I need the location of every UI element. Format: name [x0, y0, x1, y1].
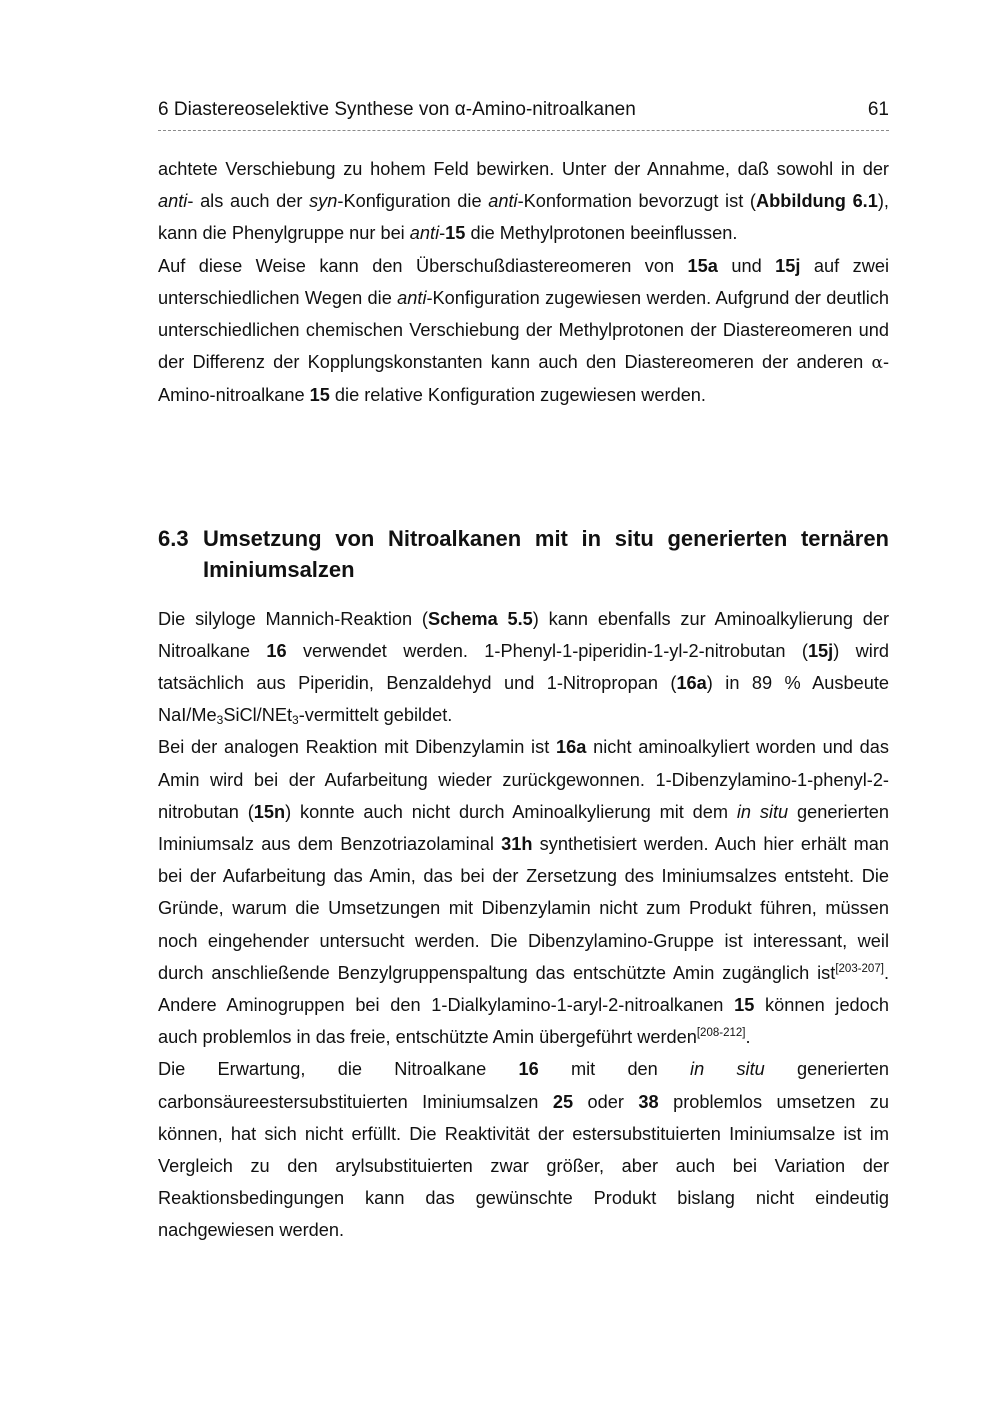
- compound-number: 38: [638, 1091, 659, 1112]
- text-run: ) kann ebenfalls zur Aminoalkylierung der Nitroalkane: [158, 608, 890, 661]
- compound-number: 15j: [775, 255, 801, 276]
- text-run: generierten Iminiumsalz aus dem Benzotriazolaminal: [158, 801, 889, 855]
- compound-number: 16a: [556, 737, 587, 758]
- paragraph-1: [158, 153, 889, 250]
- italic-term: in situ: [736, 801, 789, 822]
- subscript: 3: [292, 713, 299, 728]
- section-number: 6.3: [158, 525, 189, 551]
- compound-number: 16: [266, 640, 287, 661]
- text-run: ), kann die Phenylgruppe nur bei: [158, 191, 889, 244]
- text-run: synthetisiert werden. Auch hier erhält man bei der Aufarbeitung das Amin, das bei der Zersetzung des Iminiumsalzes entsteht. Die Gründe, warum die Umsetzungen mit Dibenzylamin nicht zum Produkt führen, müssen noch eingehender untersucht werden. Die Dibenzylamino-Gruppe ist interessant, weil durch anschließende Benzylgruppenspaltung das entschützte Amin zugänglich ist: [158, 834, 889, 983]
- text-run: achtete Verschiebung zu hohem Feld bewirken. Unter der Annahme, daß sowohl in der: [158, 159, 889, 179]
- text-run: ) wird tatsächlich aus Piperidin, Benzaldehyd und 1-Nitropropan (: [158, 640, 889, 694]
- compound-number: 31h: [501, 834, 533, 855]
- compound-number: 15n: [253, 801, 286, 822]
- section-heading: [158, 523, 889, 585]
- text-run: und: [717, 255, 776, 276]
- text-run: . Andere Aminogruppen bei den 1-Dialkylamino-1-aryl-2-nitroalkanen: [158, 962, 889, 1016]
- text-run: ) konnte auch nicht durch Aminoalkylierung mit dem: [285, 801, 737, 822]
- text-run: SiCl/NEt: [223, 705, 293, 726]
- text-run: - als auch der: [187, 191, 310, 212]
- text-run: Die Erwartung, die Nitroalkane: [158, 1059, 519, 1080]
- text-run: Auf diese Weise kann den Überschußdiastereomeren von: [158, 255, 688, 276]
- citation: [203-207]: [835, 962, 884, 975]
- text-run: -Amino-nitroalkane: [158, 352, 889, 406]
- text-run: nicht aminoalkyliert worden und das Amin wird bei der Aufarbeitung wieder zurückgewonnen. 1-Dibenzylamino-1-phenyl-2-nitrobutan (: [158, 737, 889, 822]
- text-run: ) in 89 % Ausbeute NaI/Me: [158, 673, 889, 726]
- compound-number: 15a: [687, 255, 718, 276]
- text-run: .: [745, 1027, 751, 1048]
- alpha-symbol: α: [871, 353, 883, 374]
- compound-number: 15: [734, 995, 755, 1016]
- paragraph-3: [158, 603, 889, 732]
- chapter-title: 6 Diastereoselektive Synthese von α-Amino-nitroalkanen: [158, 99, 636, 120]
- compound-number: 15j: [807, 640, 834, 661]
- text-run: die Methylprotonen beeinflussen.: [465, 223, 738, 244]
- compound-number: 15: [309, 385, 330, 406]
- italic-term: syn: [309, 191, 338, 212]
- text-run: generierten carbonsäureestersubstituierten Iminiumsalzen: [158, 1059, 890, 1112]
- text-run: problemlos umsetzen zu können, hat sich nicht erfüllt. Die Reaktivität der estersubstituierten Iminiumsalze ist im Vergleich zu den arylsubstituierten zwar größer, aber auch bei Variation der Reaktionsbedingungen kann das gewünschte Produkt bislang nicht eindeutig nachgewiesen werden.: [158, 1091, 890, 1241]
- text-run: die relative Konfiguration zugewiesen werden.: [329, 385, 706, 406]
- compound-number: 16a: [676, 673, 707, 694]
- italic-term: anti: [409, 223, 440, 244]
- italic-term: in situ: [690, 1059, 765, 1080]
- paragraph-2: [158, 250, 889, 412]
- italic-term: anti: [158, 191, 188, 212]
- subscript: 3: [216, 713, 224, 728]
- figure-reference: Abbildung 6.1: [755, 191, 878, 212]
- italic-term: anti: [397, 287, 427, 308]
- italic-term: anti: [488, 191, 518, 212]
- text-run: -vermittelt gebildet.: [298, 705, 453, 726]
- text-run: oder: [573, 1091, 639, 1112]
- text-run: können jedoch auch problemlos in das freie, entschützte Amin übergeführt werden: [158, 995, 889, 1048]
- text-run: -: [439, 223, 446, 244]
- paragraph-5: [158, 1053, 889, 1246]
- text-run: auf zwei unterschiedlichen Wegen die: [158, 255, 890, 308]
- text-run: -Konfiguration zugewiesen werden. Aufgrund der deutlich unterschiedlichen chemischen Verschiebung der Methylprotonen der Diastereomeren und der Differenz der Kopplungskonstanten kann auch den Diastereomeren der anderen: [158, 287, 889, 373]
- page-number: 61: [867, 99, 889, 120]
- text-run: -Konfiguration die: [337, 191, 489, 212]
- compound-number: 25: [552, 1091, 574, 1112]
- citation: [208-212]: [696, 1027, 746, 1040]
- text-run: -Konformation bevorzugt ist (: [517, 191, 756, 212]
- document-page: [158, 96, 889, 1247]
- text-run: verwendet werden. 1-Phenyl-1-piperidin-1-yl-2-nitrobutan (: [286, 640, 808, 661]
- scheme-reference: Schema 5.5: [427, 608, 533, 629]
- section-title: Umsetzung von Nitroalkanen mit in situ generierten ternären Iminiumsalzen: [203, 525, 889, 582]
- compound-number: 15: [445, 223, 466, 244]
- running-header: [158, 96, 889, 131]
- text-run: mit den: [538, 1059, 691, 1080]
- text-run: Die silyloge Mannich-Reaktion (: [158, 608, 428, 629]
- paragraph-4: [158, 731, 889, 1053]
- text-run: Bei der analogen Reaktion mit Dibenzylamin ist: [158, 737, 556, 758]
- compound-number: 16: [518, 1059, 539, 1080]
